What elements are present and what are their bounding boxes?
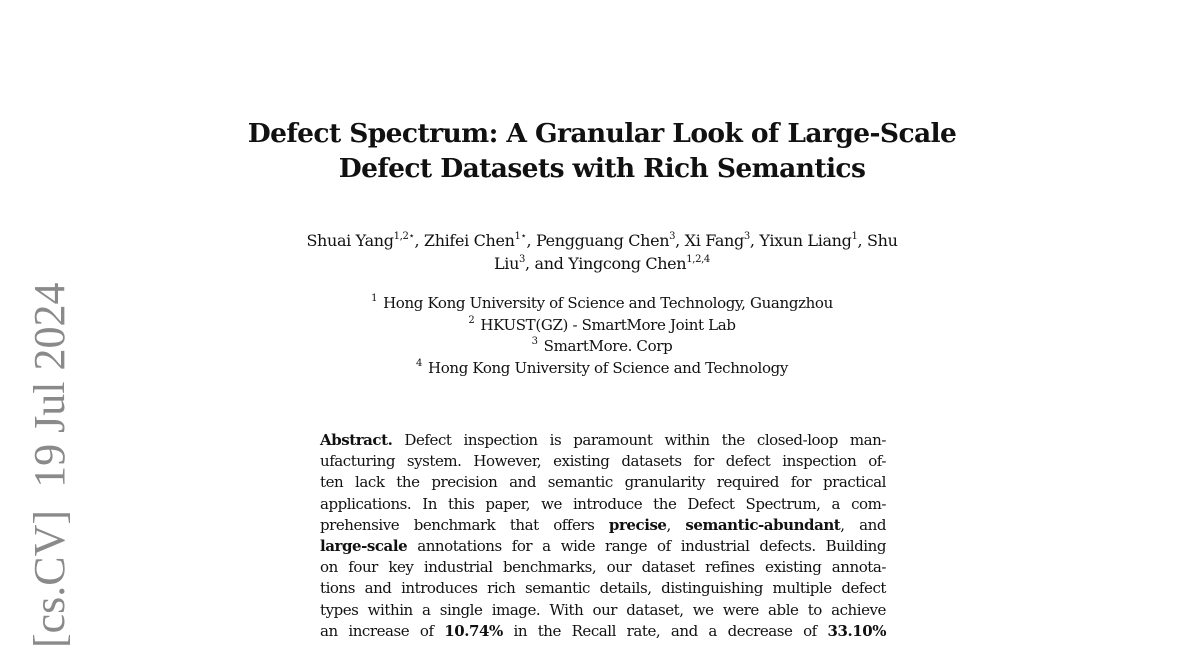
author-affil-mark: 1,2,4 — [686, 253, 710, 265]
author-line-1: Shuai Yang$^{1,2⋆}$, Zhifei Chen$^{1⋆}$, Pengguang Chen$^3$, Xi Fang$^3$, Yixun Liang$^1$, Shu — [306, 230, 898, 250]
abstract-line: prehensive benchmark that offers precise, semantic-abundant, and — [320, 515, 886, 534]
author-name: Xi Fang — [684, 231, 744, 250]
arxiv-date: 19 Jul 2024 — [25, 282, 74, 488]
affiliation-number: 4 — [415, 357, 422, 369]
author-affil-mark: 3 — [743, 230, 750, 242]
affiliation-number: 1 — [371, 293, 378, 304]
bold-term-precise: precise — [608, 515, 667, 534]
abstract-line: ufacturing system. However, existing datasets for defect inspection of- — [320, 452, 886, 471]
affiliation-item — [300, 293, 904, 315]
author-affil-mark: 1 — [851, 230, 858, 242]
author-name: Zhifei Chen — [423, 231, 515, 250]
abstract-line: applications. In this paper, we introduce the Defect Spectrum, a com- — [320, 494, 886, 513]
arxiv-category: [cs.CV] — [25, 509, 74, 648]
affiliation-text: SmartMore. Corp — [543, 337, 673, 355]
affiliation-text: Hong Kong University of Science and Technology, Guangzhou — [383, 294, 833, 312]
bold-decrease-value: 33.10% — [827, 621, 886, 640]
author-affil-mark: 1⋆ — [514, 230, 527, 242]
abstract-line: on four key industrial benchmarks, our dataset refines existing annota- — [320, 558, 886, 577]
author-line-2: Liu$^3$, and Yingcong Chen$^{1,2,4}$ — [494, 253, 710, 273]
paper-title — [200, 116, 1004, 186]
author-name: Shuai Yang — [306, 231, 394, 250]
affiliation-text: Hong Kong University of Science and Technology — [427, 358, 789, 377]
bold-term-semantic: semantic-abundant — [685, 515, 841, 534]
affiliation-item — [300, 336, 904, 358]
paper-title-line-2: Defect Datasets with Rich Semantics — [338, 153, 866, 184]
author-name: Shu — [867, 231, 898, 250]
author-name: Yixun Liang — [759, 231, 852, 250]
affiliation-number: 2 — [468, 314, 475, 326]
author-list — [230, 229, 974, 275]
abstract-label: Abstract. — [320, 431, 393, 449]
author-affil-mark: 1,2⋆ — [393, 230, 415, 242]
abstract-line: types within a single image. With our dataset, we were able to achieve — [320, 600, 886, 619]
bold-term-large-scale: large-scale — [320, 536, 408, 555]
abstract-line: large-scale annotations for a wide range of industrial defects. Building — [320, 536, 886, 555]
bold-recall-value: 10.74% — [444, 621, 503, 640]
author-name: Liu — [494, 254, 520, 273]
author-affil-mark: 3 — [669, 230, 676, 242]
abstract-line: Abstract. Defect inspection is paramount within the closed-loop man- — [320, 431, 886, 449]
abstract — [320, 430, 886, 642]
abstract-line: an increase of 10.74% in the Recall rate, and a decrease of 33.10% — [320, 621, 886, 640]
affiliation-list — [300, 293, 904, 379]
abstract-line: ten lack the precision and semantic granularity required for practical — [320, 473, 886, 492]
affiliation-number: 3 — [531, 336, 538, 347]
author-name: Yingcong Chen — [568, 254, 687, 273]
affiliation-item — [300, 358, 904, 380]
author-affil-mark: 3 — [519, 253, 526, 265]
arxiv-side-stamp — [22, 0, 78, 648]
affiliation-text: HKUST(GZ) - SmartMore Joint Lab — [480, 315, 736, 334]
abstract-line: tions and introduces rich semantic details, distinguishing multiple defect — [320, 579, 886, 598]
paper-title-line-1: Defect Spectrum: A Granular Look of Large-Scale — [247, 118, 957, 149]
author-name: Pengguang Chen — [535, 231, 670, 250]
affiliation-item — [300, 315, 904, 337]
